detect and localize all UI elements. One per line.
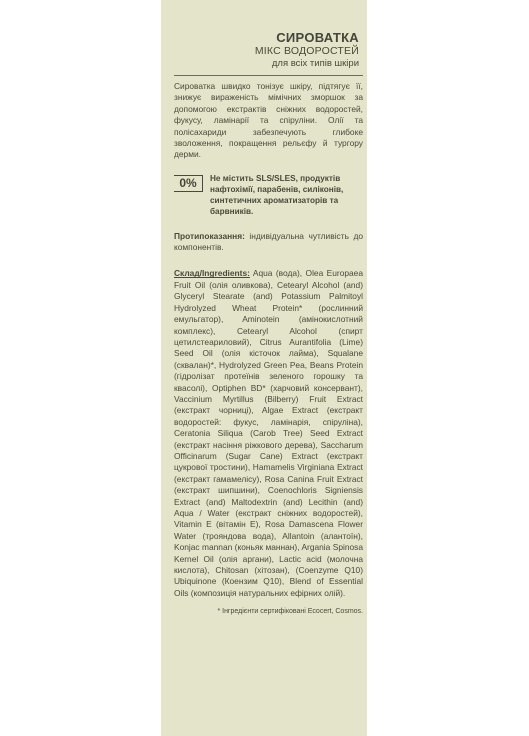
certification-footnote: * Інгредієнти сертифіковані Ecocert, Cosmos. [217,608,363,616]
product-title: СИРОВАТКА [276,30,359,45]
label-header [174,0,363,70]
contraindications-label: Протипоказання: [174,230,245,241]
skin-type: для всіх типів шкіри [271,58,359,69]
ingredients-label: Склад/Ingredients: [174,268,250,279]
contraindications-text: індивідуальна чутливість до компонентів. [174,230,363,253]
ingredients-text: Aqua (вода), Olea Europaea Fruit Oil (олія оливкова), Cetearyl Alcohol (and) Glyceryl Stearate (and) Potassium Palmitoyl Hydrolyzed Wheat Protein* (рослинний емульгатор), Aminotein (амінокислотний комплекс), Cetearyl Alcohol (спирт цетилстеариловий), Citrus Aurantifolia (Lime) Seed Oil (олія кісточок лайма), Squalane (сквалан)*, Hydrolyzed Green Pea, Beans Protein (гідролізат протеїнів зеленого горошку та квасолі), Optiphen BD* (харчовий консервант), Vaccinium Myrtillus (Bilberry) Fruit Extract (екстракт чорниці), Algae Extract (екстракт водоростей: фукус, ламінарія, спіруліна), Ceratonia Siliqua (Carob Tree) Seed Extract (екстракт насіння ріжкового дерева), Saccharum Officinarum (Sugar Cane) Extract (екстракт цукрової тростини), Hamamelis Virginiana Extract (екстракт гамамелісу), Rosa Canina Fruit Extract (екстракт шипшини), Coenochloris Signiensis Extract (and) Maltodextrin (and) Lecithin (and) Aqua / Water (екстракт сніжних водоростей), Vitamin E (вітамін Е), Rosa Damascena Flower Water (трояндова вода), Allantoin (алантоїн), Konjac mannan (коньяк маннан), Argania Spinosa Kernel Oil (олія аргани), Lactic acid (молочна кислота), Chitosan (хітозан), (Coenzyme Q10) Ubiquinone (Коензим Q10), Blend of Essential Oils (композиція натуральних ефірних олій). [174,268,363,598]
product-description: Сироватка швидко тонізує шкіру, підтягує її, знижує вираженість мімічних зморшок за допомогою екстрактів сніжних водоростей, фукусу, ламінарії та спіруліни. Олії та полісахариди забезпечують глибоке зволоження, покращення рельєфу й тургору дерми. [174,81,363,160]
product-label [161,0,367,736]
free-from-block [174,173,363,218]
header-divider [174,75,363,76]
zero-percent-badge: 0% [174,175,203,192]
ingredients [174,268,363,599]
contraindications [174,231,363,254]
product-subtitle: МІКС ВОДОРОСТЕЙ [254,45,359,57]
free-from-text: Не містить SLS/SLES, продуктів нафтохімії, парабенів, силіконів, синтетичних ароматизаторів та барвників. [210,173,344,217]
